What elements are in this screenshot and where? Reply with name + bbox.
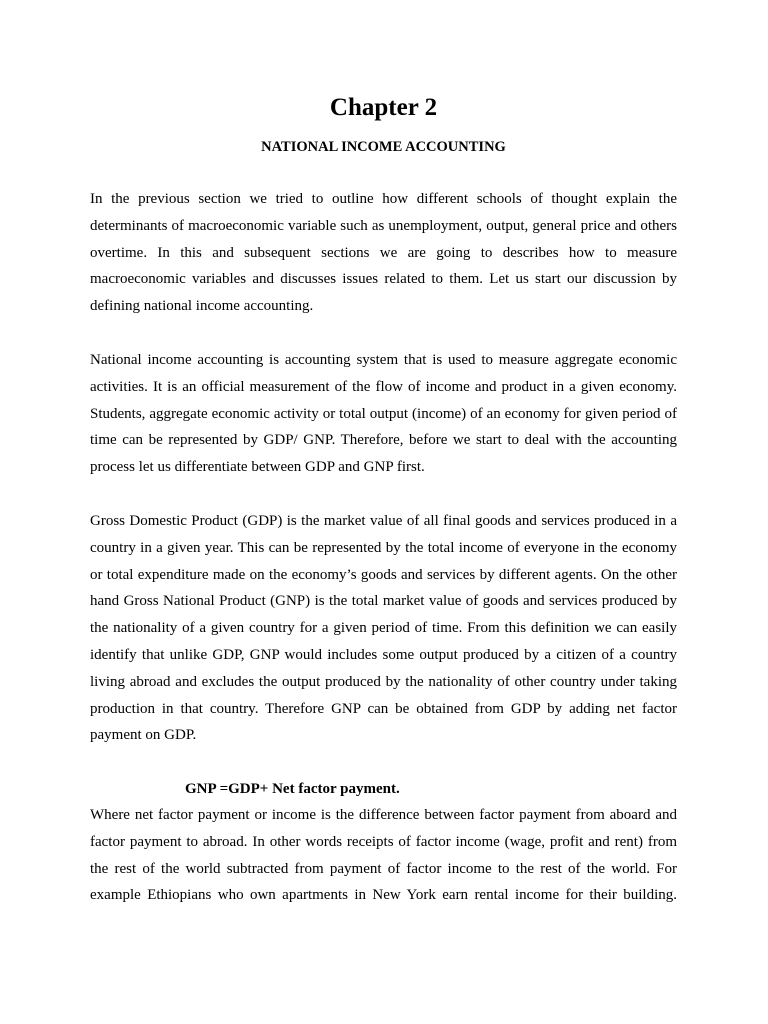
- paragraph-line: country in a given year. This can be represented by the total income of everyone in the economy: [90, 539, 677, 556]
- paragraph-line: determinants of macroeconomic variable such as unemployment, output, general price and others: [90, 217, 677, 234]
- paragraph-line: Where net factor payment or income is the difference between factor payment from aboard and: [90, 807, 677, 823]
- paragraph-line: In the previous section we tried to outline how different schools of thought explain the: [90, 191, 677, 207]
- paragraph-line: the nationality of a given country for a given period of time. From this definition we can easily: [90, 620, 677, 637]
- paragraph-line: the rest of the world subtracted from payment of factor income to the rest of the world. For: [90, 860, 677, 877]
- paragraph-gdp-gnp: [90, 508, 677, 749]
- paragraph-line: identify that unlike GDP, GNP would includes some output produced by a citizen of a country: [90, 646, 677, 663]
- paragraph-line: Students, aggregate economic activity or total output (income) of an economy for given period of: [90, 405, 677, 422]
- gnp-formula: GNP =GDP+ Net factor payment.: [185, 781, 400, 797]
- paragraph-line: activities. It is an official measurement of the flow of income and product in a given economy.: [90, 378, 677, 395]
- paragraph-line: National income accounting is accounting system that is used to measure aggregate economic: [90, 352, 677, 368]
- paragraph-line: payment on GDP.: [90, 727, 197, 744]
- paragraph-line: defining national income accounting.: [90, 298, 314, 315]
- paragraph-line: macroeconomic variables and discusses issues related to them. Let us start our discussion by: [90, 271, 677, 288]
- paragraph-line: example Ethiopians who own apartments in New York earn rental income for their building.: [90, 887, 677, 904]
- paragraph-line: living abroad and excludes the output produced by the nationality of other country under taking: [90, 673, 677, 690]
- paragraph-line: process let us differentiate between GDP and GNP first.: [90, 459, 425, 476]
- paragraph-line: Gross Domestic Product (GDP) is the market value of all final goods and services produced in a: [90, 513, 677, 529]
- paragraph-line: or total expenditure made on the economy’s goods and services by different agents. On the other: [90, 566, 677, 583]
- chapter-subtitle: NATIONAL INCOME ACCOUNTING: [261, 139, 506, 155]
- paragraph-national-income: [90, 347, 677, 481]
- paragraph-intro: [90, 186, 677, 320]
- paragraph-line: overtime. In this and subsequent sections we are going to describes how to measure: [90, 244, 677, 261]
- paragraph-line: time can be represented by GDP/ GNP. Therefore, before we start to deal with the accounting: [90, 432, 677, 449]
- paragraph-line: factor payment to abroad. In other words receipts of factor income (wage, profit and rent) from: [90, 833, 677, 850]
- paragraph-net-factor-payment: [90, 802, 677, 909]
- paragraph-line: hand Gross National Product (GNP) is the total market value of goods and services produced by: [90, 593, 677, 610]
- paragraph-line: production in that country. Therefore GNP can be obtained from GDP by adding net factor: [90, 700, 677, 717]
- chapter-title: Chapter 2: [329, 94, 438, 121]
